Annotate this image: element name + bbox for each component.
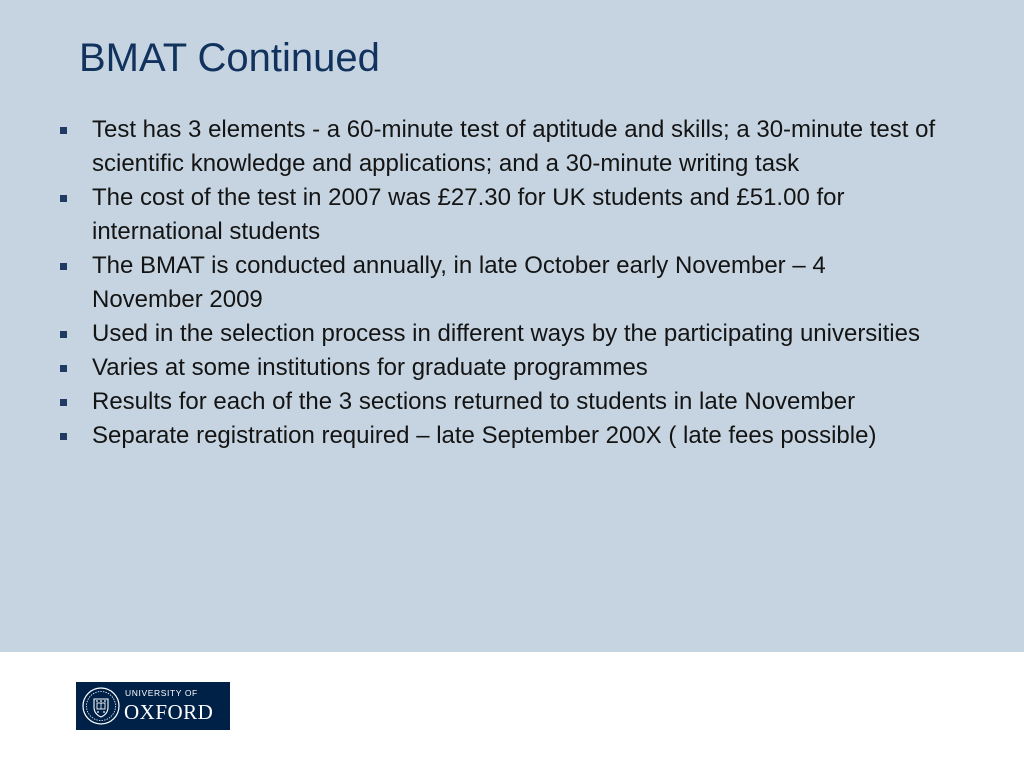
bullet-text: Test has 3 elements - a 60-minute test of aptitude and skills; a 30-minute test of scientific knowledge and applications; and a 30-minute writing task	[92, 116, 936, 177]
slide-title: BMAT Continued	[79, 36, 380, 80]
bullet-square-icon	[60, 433, 67, 440]
bullet-text: Separate registration required – late September 200X ( late fees possible)	[92, 422, 877, 449]
logo-text-university-of: UNIVERSITY OF	[125, 688, 198, 698]
bullet-item	[60, 317, 940, 351]
bullet-item	[60, 385, 940, 419]
bullet-square-icon	[60, 263, 67, 270]
bullet-text: The BMAT is conducted annually, in late October early November – 4 November 2009	[92, 252, 826, 313]
university-crest-icon	[81, 686, 121, 726]
bullet-list	[60, 113, 940, 453]
logo-text-oxford: OXFORD	[124, 700, 214, 724]
bullet-text: The cost of the test in 2007 was £27.30 for UK students and £51.00 for international students	[92, 184, 845, 245]
bullet-item	[60, 181, 940, 249]
bullet-square-icon	[60, 195, 67, 202]
bullet-square-icon	[60, 365, 67, 372]
bullet-square-icon	[60, 331, 67, 338]
bullet-item	[60, 249, 940, 317]
bullet-text: Varies at some institutions for graduate programmes	[92, 354, 648, 381]
bullet-square-icon	[60, 127, 67, 134]
bullet-item	[60, 351, 940, 385]
bullet-item	[60, 113, 940, 181]
bullet-text: Results for each of the 3 sections returned to students in late November	[92, 388, 856, 415]
bullet-text: Used in the selection process in different ways by the participating universities	[92, 320, 920, 347]
university-logo	[76, 682, 230, 730]
bullet-square-icon	[60, 399, 67, 406]
bullet-item	[60, 419, 940, 453]
